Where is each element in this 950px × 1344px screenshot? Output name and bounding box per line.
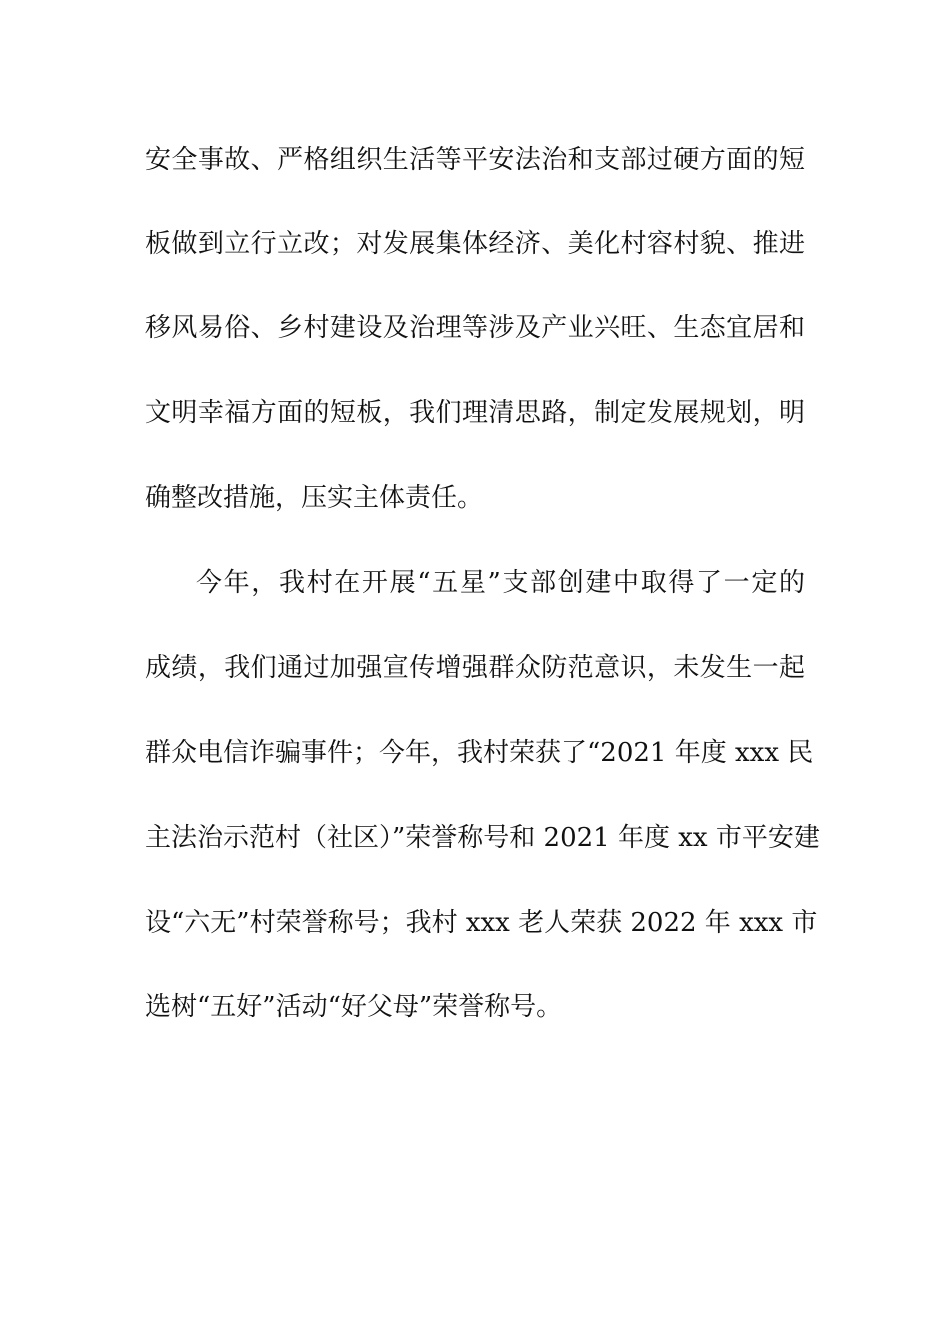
text-line: 确整改措施，压实主体责任。 xyxy=(145,483,484,513)
text-line: 设“六无”村荣誉称号；我村 xxx 老人荣获 2022 年 xxx 市 xyxy=(145,908,818,938)
text-line: 选树“五好”活动“好父母”荣誉称号。 xyxy=(145,992,563,1022)
text-line: 成绩，我们通过加强宣传增强群众防范意识，未发生一起 xyxy=(145,653,805,683)
text-line: 主法治示范村（社区）”荣誉称号和 2021 年度 xx 市平安建 xyxy=(145,823,820,853)
text-line: 板做到立行立改；对发展集体经济、美化村容村貌、推进 xyxy=(145,229,805,259)
text-line: 安全事故、严格组织生活等平安法治和支部过硬方面的短 xyxy=(145,145,805,175)
text-line: 群众电信诈骗事件；今年，我村荣获了“2021 年度 xxx 民 xyxy=(145,738,814,768)
text-line: 移风易俗、乡村建设及治理等涉及产业兴旺、生态宜居和 xyxy=(145,313,805,343)
text-line: 今年，我村在开展“五星”支部创建中取得了一定的 xyxy=(196,568,805,598)
text-line: 文明幸福方面的短板，我们理清思路，制定发展规划，明 xyxy=(145,398,805,428)
